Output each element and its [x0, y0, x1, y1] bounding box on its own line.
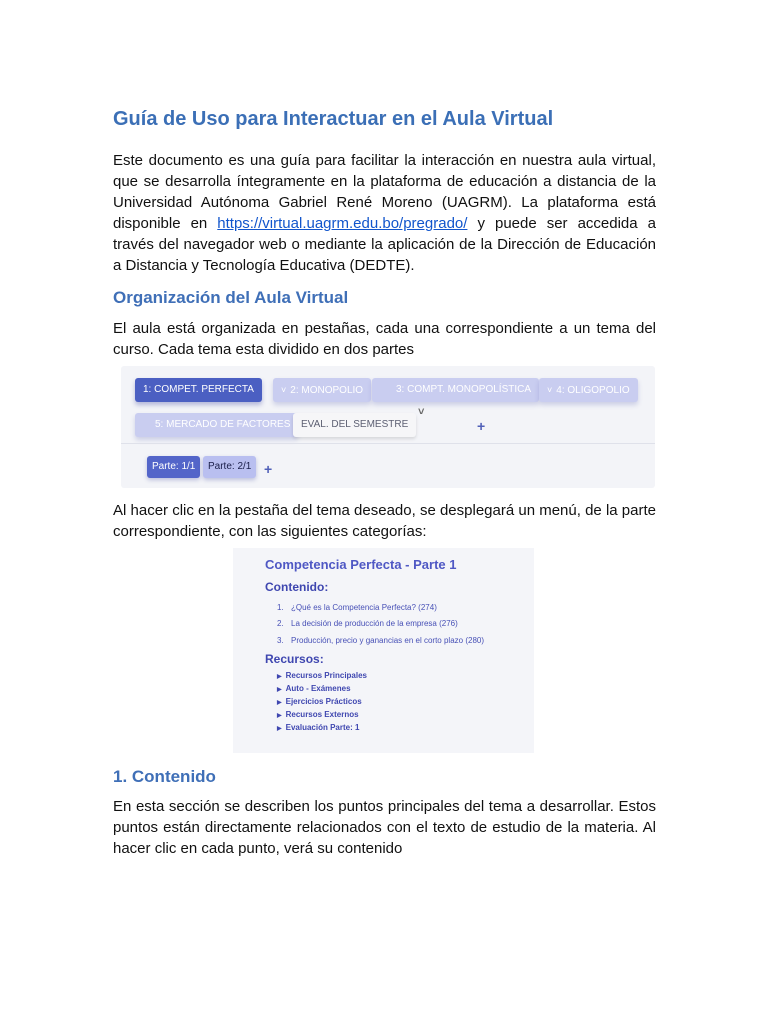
tab-eval-del-semestre[interactable]: [293, 413, 416, 437]
contenido-item[interactable]: [277, 636, 484, 645]
recurso-label: Recursos Externos: [285, 710, 359, 719]
item-number: 3.: [277, 636, 284, 645]
recurso-label: Auto - Exámenes: [285, 684, 351, 693]
triangle-right-icon: ▶: [277, 713, 282, 719]
tab-label: 4: OLIGOPOLIO: [556, 385, 630, 396]
contenido-heading: Contenido:: [265, 580, 329, 594]
item-text: La decisión de producción de la empresa (276): [291, 619, 458, 628]
triangle-right-icon: ▶: [277, 674, 282, 680]
recurso-label: Recursos Principales: [285, 671, 367, 680]
recurso-item[interactable]: [277, 723, 359, 732]
tabs-screenshot: [121, 366, 655, 488]
organizacion-paragraph: El aula está organizada en pestañas, cada una correspondiente a un tema del curso. Cada tema esta dividido en dos partes: [113, 320, 656, 358]
chevron-down-icon[interactable]: ˅: [418, 406, 425, 418]
contenido-item[interactable]: [277, 603, 437, 612]
recursos-heading: Recursos:: [265, 652, 324, 666]
contenido-paragraph: En esta sección se describen los puntos principales del tema a desarrollar. Estos puntos están directamente relacionados con el texto de estudio de la materia. Al hacer clic en cada punto, verá su contenido: [113, 798, 656, 857]
tab-label: EVAL. DEL SEMESTRE: [301, 419, 409, 430]
triangle-right-icon: ▶: [277, 700, 282, 706]
tab-compt-monopolistica[interactable]: [372, 378, 539, 402]
recurso-item[interactable]: [277, 684, 351, 693]
part-tab-2[interactable]: Parte: 2/1: [203, 456, 256, 478]
tab-label: 3: COMPT. MONOPOLÍSTICA: [396, 384, 532, 395]
add-part-icon[interactable]: +: [264, 461, 273, 477]
tabs-divider: [121, 443, 655, 444]
document-title: Guía de Uso para Interactuar en el Aula Virtual: [113, 108, 554, 130]
recurso-item[interactable]: [277, 710, 359, 719]
chevron-down-icon: ˅: [547, 385, 553, 395]
item-text: Producción, precio y ganancias en el corto plazo (280): [291, 636, 484, 645]
recurso-item[interactable]: [277, 697, 362, 706]
intro-paragraph: [113, 150, 656, 276]
add-tab-icon[interactable]: +: [477, 418, 486, 434]
intro-text-before: Este documento es una guía para facilitar la interacción en nuestra aula virtual, que se desarrolla íntegramente en la plataforma de educación a distancia de la Universidad Autónoma Gabriel René Moreno (UAGRM). La plataforma está disponible en: [113, 152, 656, 232]
intro-text-after: y puede ser accedida a través del navegador web o mediante la aplicación de la Dirección de Educación a Distancia y Tecnología Educativa (DEDTE).: [113, 215, 656, 274]
contenido-item[interactable]: [277, 619, 458, 628]
section-title-organizacion: Organización del Aula Virtual: [113, 288, 349, 307]
tab-label: 5: MERCADO DE FACTORES: [155, 419, 291, 430]
recurso-label: Evaluación Parte: 1: [285, 723, 360, 732]
tab-label: 2: MONOPOLIO: [290, 385, 364, 396]
platform-link[interactable]: https://virtual.uagrm.edu.bo/pregrado/: [217, 215, 468, 232]
chevron-down-icon: ˅: [281, 385, 287, 395]
tab-mercado-de-factores[interactable]: [135, 413, 298, 437]
recurso-item[interactable]: [277, 671, 367, 680]
recurso-label: Ejercicios Prácticos: [285, 697, 362, 706]
item-text: ¿Qué es la Competencia Perfecta? (274): [291, 603, 437, 612]
triangle-right-icon: ▶: [277, 726, 282, 732]
menu-title: Competencia Perfecta - Parte 1: [265, 557, 457, 572]
section-title-contenido: 1. Contenido: [113, 767, 216, 786]
menu-screenshot: [233, 548, 534, 753]
tab-compet-perfecta[interactable]: [135, 378, 262, 402]
part-tab-1[interactable]: Parte: 1/1: [147, 456, 200, 478]
tab-monopolio[interactable]: [273, 378, 371, 402]
item-number: 2.: [277, 619, 284, 628]
menu-intro-paragraph: Al hacer clic en la pestaña del tema deseado, se desplegará un menú, de la parte correspondiente, con las siguientes categorías:: [113, 502, 656, 540]
triangle-right-icon: ▶: [277, 687, 282, 693]
item-number: 1.: [277, 603, 284, 612]
tab-label: 1: COMPET. PERFECTA: [143, 384, 254, 395]
tab-oligopolio[interactable]: [539, 378, 638, 402]
